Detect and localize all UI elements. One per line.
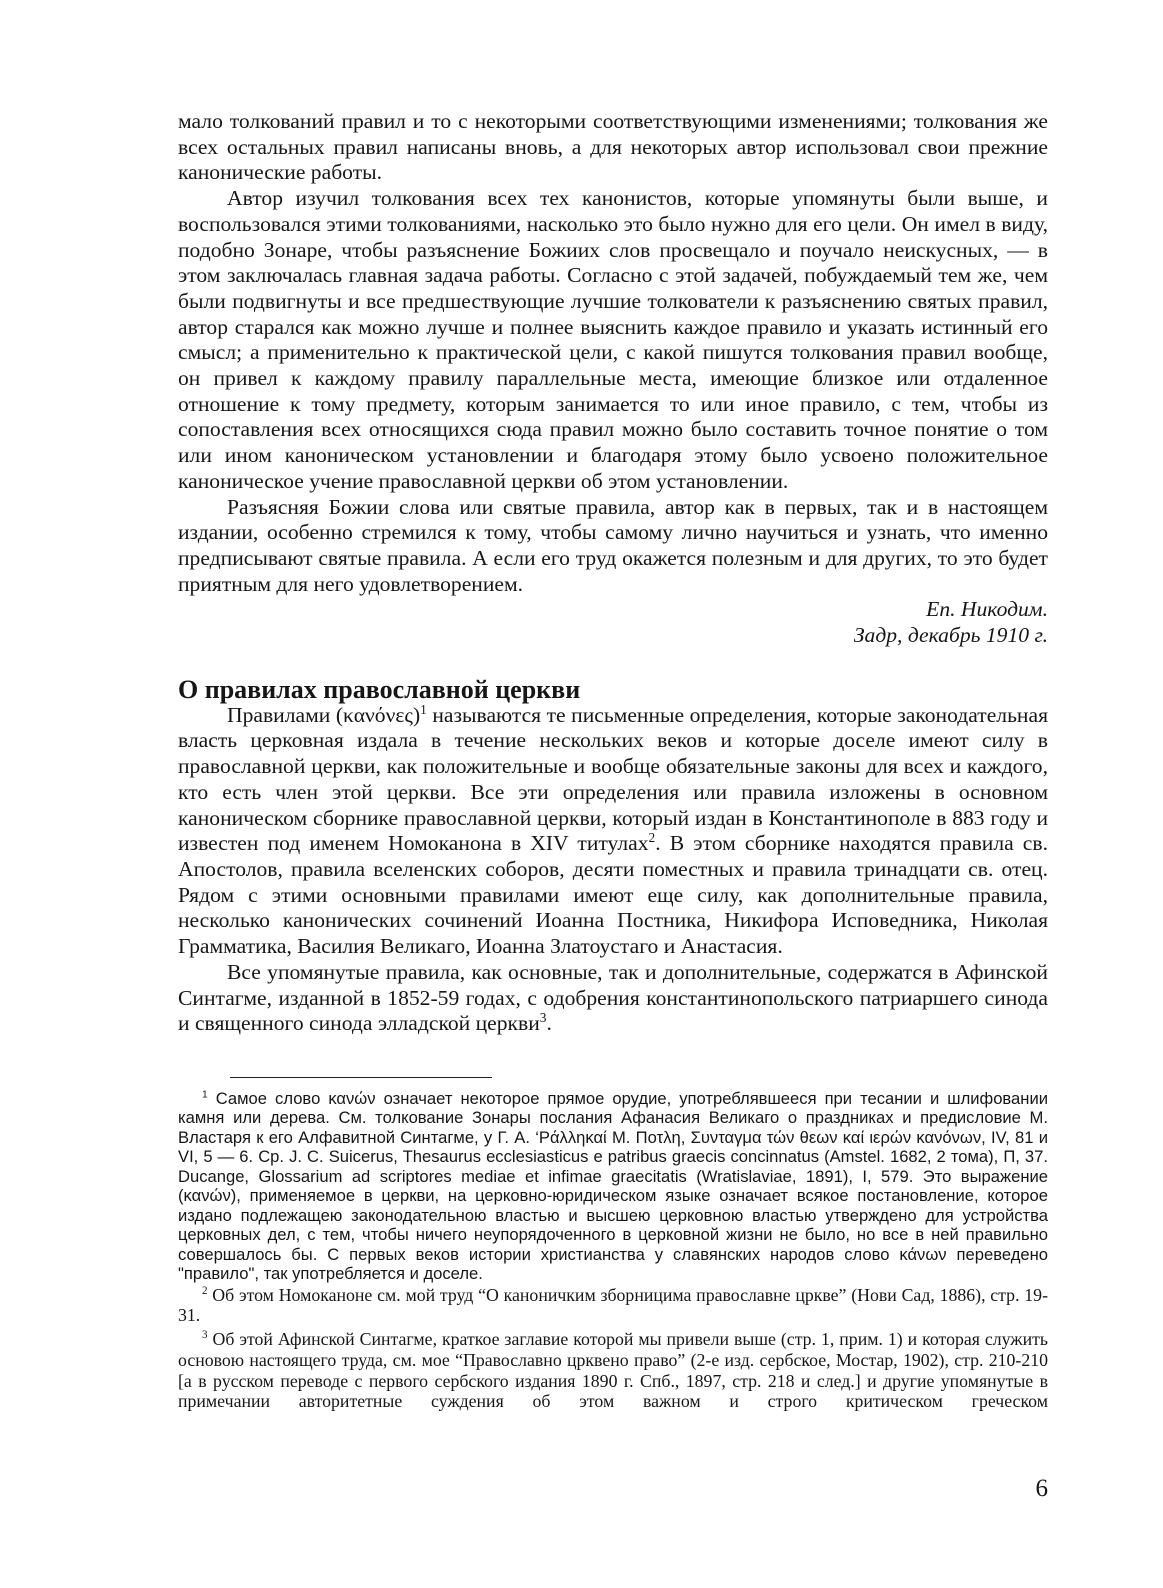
section-paragraph-2 xyxy=(178,960,1048,1037)
intro-paragraph-2: Автор изучил толкования всех тех канонистов, которые упомянуты были выше, и воспользовался этими толкованиями, насколько это было нужно для его цели. Он имел в виду, подобно Зонаре, чтобы разъяснение Божиих слов просвещало и поучало неискусных, — в этом заключалась главная задача работы. Согласно с этой задачей, побуждаемый тем же, чем были подвигнуты и все предшествующие лучшие толкователи к разъяснению святых правил, автор старался как можно лучше и полнее выяснить каждое правило и указать истинный его смысл; а применительно к практической цели, с какой пишутся толкования правил вообще, он привел к каждому правилу параллельные места, имеющие близкое или отдаленное отношение к тому предмету, которым занимается то или иное правило, с тем, чтобы из сопоставления всех относящихся сюда правил можно было составить точное понятие о том или ином каноническом установлении и благодаря этому было усвоено положительное каноническое учение православной церкви об этом установлении. xyxy=(178,186,1048,493)
intro-paragraph-3: Разъясняя Божии слова или святые правила, автор как в первых, так и в настоящем издании, особенно стремился к тому, чтобы самому лично научиться и узнать, что именно предписывают святые правила. А если его труд окажется полезным и для других, то это будет приятным для него удовлетворением. xyxy=(178,494,1048,596)
section-paragraph-2-part-b: . xyxy=(546,1011,552,1036)
footnote-ref-3: 3 xyxy=(539,1010,547,1026)
section-paragraph-1-part-b: называются те письменные определения, которые законодательная власть церковная издала в течение нескольких веков и которые доселе имеют силу в православной церкви, как положительные и вообще обязательные законы для всех и каждого, кто есть член этой церкви. Все эти определения или правила изложены в основном каноническом сборнике православной церкви, который издан в Константинополе в 883 году и известен под именем Номоканона в XIV титулах xyxy=(178,702,1048,856)
footnote-2-text: Об этом Номоканоне см. мой труд “О каноничким зборницима православне цркве” (Нови Сад, 1886), стр. 19-31. xyxy=(178,1284,1048,1326)
section-paragraph-1-part-a: Правилами (κανόνες) xyxy=(227,702,421,727)
section-paragraph-1 xyxy=(178,703,1048,960)
footnote-ref-1: 1 xyxy=(420,701,427,717)
page-number: 6 xyxy=(1035,1475,1048,1502)
footnote-1-marker: 1 xyxy=(202,1089,208,1101)
footnote-2-marker: 2 xyxy=(202,1284,208,1297)
footnote-1 xyxy=(178,1089,1048,1284)
footnote-ref-2: 2 xyxy=(648,830,656,846)
signature-block xyxy=(178,597,1048,648)
section-title: О правилах православной церкви xyxy=(178,674,581,704)
footnote-3-marker: 3 xyxy=(202,1328,208,1341)
section-paragraph-1-part-c: . В этом сборнике находятся правила св. Апостолов, правила вселенских соборов, десяти поместных и правила тринадцати св. отец. Рядом с этими основными правилами имеют еще силу, как дополнительные правила, несколько канонических сочинений Иоанна Постника, Никифора Исповедника, Николая Грамматика, Василия Великаго, Иоанна Златоустаго и Анастасия. xyxy=(178,831,1048,959)
footnote-separator xyxy=(230,1077,492,1078)
signature-author: Еп. Никодим. xyxy=(926,597,1048,622)
footnote-2 xyxy=(178,1285,1048,1326)
footnote-3-text: Об этой Афинской Синтагме, краткое заглавие которой мы привели выше (стр. 1, прим. 1) и которая служить основою настоящего труда, см. мое “Православно црквено право” (2-е изд. сербское, Мостар, 1902), стр. 210-210 [а в русском переводе с первого сербского издания 1890 г. Спб., 1897, стр. 218 и след.] и другие упомянутые в примечании авторитетные суждения об этом важном и строго критическом греческом xyxy=(178,1328,1048,1412)
footnote-1-text: Самое слово κανών означает некоторое прямое орудие, употреблявшееся при тесании и шлифовании камня или дерева. См. толкование Зонары послания Афанасия Великаго о праздниках и предисловие М. Властаря к его Алфавитной Синтагме, у Г. А. ‘Ράλληκαί Μ. Ποτλη, Συνταγμα τών θεων καί ιερών κανόνων, IV, 81 и VI, 5 — 6. Ср. J. C. Suicerus, Thesaurus ecclesiasticus e patribus graecis concinnatus (Amstel. 1682, 2 тома), П, 37. Ducange, Glossarium ad scriptores mediae et infimae graecitatis (Wratislaviae, 1891), I, 579. Это выражение (κανών), применяемое в церкви, на церковно-юридическом языке означает всякое постановление, которое издано подлежащею законодательною властью и высшею церковною властью утверждено для устройства церковных дел, с тем, чтобы ничего неупорядоченного в церковной жизни не было, но все в ней правильно совершалось бы. С первых веков истории христианства у славянских народов слово κάνων переведено "правило", так употребляется и доселе. xyxy=(178,1088,1048,1284)
signature-place-date: Задр, декабрь 1910 г. xyxy=(853,623,1048,648)
page-text-column xyxy=(178,109,1048,1412)
intro-paragraph-1: мало толкований правил и то с некоторыми соответствующими изменениями; толкования же всех остальных правил написаны вновь, а для некоторых автор использовал свои прежние канонические работы. xyxy=(178,109,1048,185)
section-paragraph-2-part-a: Все упомянутые правила, как основные, так и дополнительные, содержатся в Афинской Синтагме, изданной в 1852-59 годах, с одобрения константинопольского патриаршего синода и священного синода элладской церкви xyxy=(178,959,1048,1036)
footnote-3 xyxy=(178,1329,1048,1412)
